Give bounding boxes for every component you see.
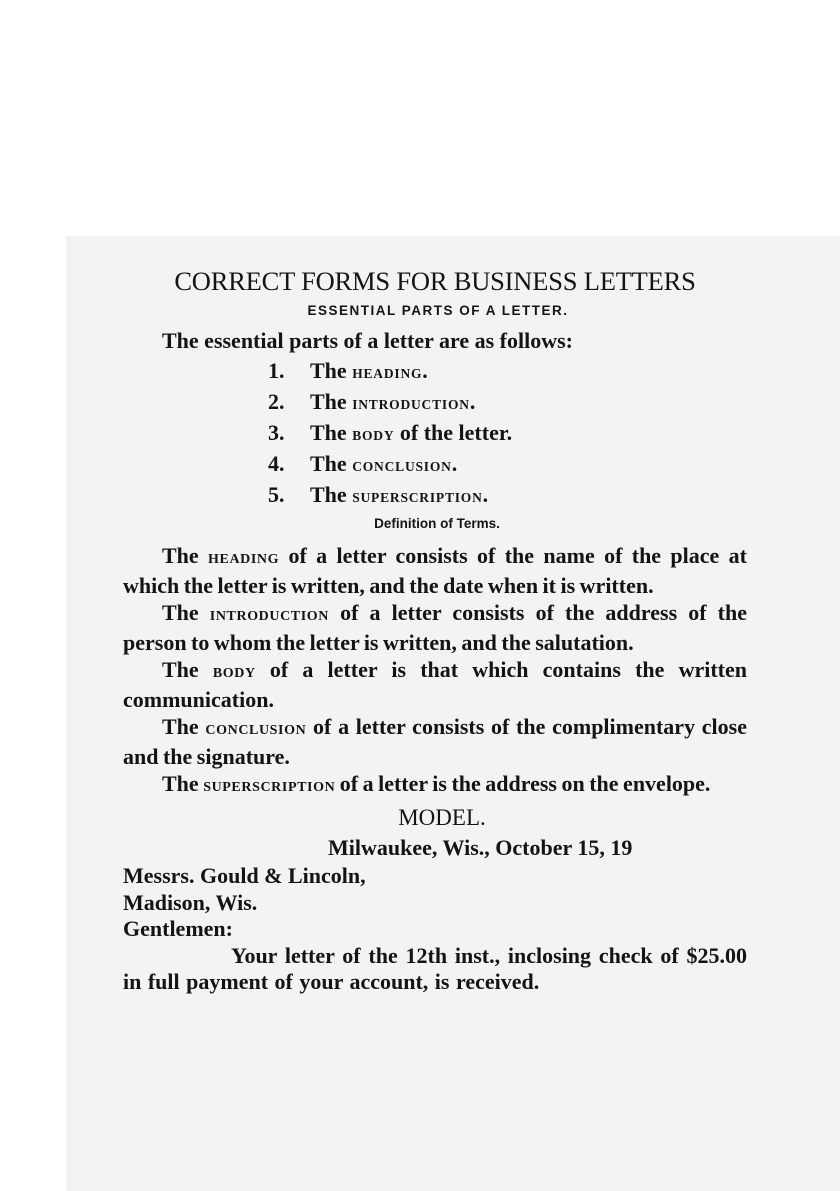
item-prefix: The bbox=[310, 357, 353, 383]
definition-prefix: The bbox=[162, 599, 210, 625]
definition-text: of a letter is the address on the envelope. bbox=[335, 770, 711, 796]
item-number: 5. bbox=[268, 481, 285, 507]
item-number: 3. bbox=[268, 419, 285, 445]
definition-paragraph bbox=[123, 543, 747, 600]
letter-date-line: Milwaukee, Wis., October 15, 19 bbox=[328, 835, 633, 860]
item-suffix: . bbox=[482, 481, 489, 507]
letter-salutation: Gentlemen: bbox=[123, 916, 233, 941]
item-prefix: The bbox=[310, 419, 353, 445]
definition-text: of a letter consists of the complimentary close and the signature. bbox=[123, 713, 747, 769]
definition-prefix: The bbox=[162, 542, 209, 568]
model-heading: MODEL. bbox=[398, 805, 486, 830]
parts-list-item bbox=[268, 355, 747, 386]
item-term: SUPERSCRIPTION bbox=[352, 489, 483, 505]
item-term: HEADING bbox=[352, 365, 423, 381]
definition-prefix: The bbox=[162, 770, 204, 796]
intro-sentence: The essential parts of a letter are as follows: bbox=[162, 328, 574, 353]
definition-term: CONCLUSION bbox=[205, 722, 307, 738]
parts-list bbox=[123, 355, 747, 510]
parts-list-item bbox=[268, 417, 747, 448]
item-suffix: of the letter. bbox=[394, 419, 513, 445]
definition-text: of a letter is that which contains the written communication. bbox=[123, 656, 747, 712]
definition-term: SUPERSCRIPTION bbox=[203, 779, 336, 795]
document-content bbox=[123, 262, 747, 996]
definition-term: BODY bbox=[212, 665, 256, 681]
definition-text: of a letter consists of the name of the place at which the letter is written, and the date when it is written. bbox=[123, 542, 747, 598]
definitions-heading: Definition of Terms. bbox=[374, 515, 500, 531]
parts-list-item bbox=[268, 479, 747, 510]
item-prefix: The bbox=[310, 450, 353, 476]
page-title: CORRECT FORMS FOR BUSINESS LETTERS bbox=[174, 266, 696, 296]
item-prefix: The bbox=[310, 388, 353, 414]
item-term: BODY bbox=[352, 427, 395, 443]
letter-address: Madison, Wis. bbox=[123, 889, 258, 915]
definition-paragraph bbox=[123, 600, 747, 657]
definition-paragraph bbox=[123, 771, 747, 802]
item-number: 1. bbox=[268, 357, 285, 383]
parts-list-item bbox=[268, 386, 747, 417]
item-term: CONCLUSION bbox=[352, 458, 452, 474]
item-number: 2. bbox=[268, 388, 285, 414]
definition-paragraph bbox=[123, 714, 747, 771]
item-number: 4. bbox=[268, 450, 285, 476]
item-prefix: The bbox=[310, 481, 353, 507]
definition-paragraph bbox=[123, 657, 747, 714]
item-suffix: . bbox=[422, 357, 428, 383]
definition-text: of a letter consists of the address of the person to whom the letter is written, and the salutation. bbox=[123, 599, 747, 655]
definition-term: INTRODUCTION bbox=[209, 608, 329, 624]
letter-body: Your letter of the 12th inst., inclosing check of $25.00 in full payment of your account, is received. bbox=[123, 942, 747, 994]
definition-term: HEADING bbox=[208, 551, 280, 567]
item-suffix: . bbox=[451, 450, 458, 476]
section-subtitle: ESSENTIAL PARTS OF A LETTER. bbox=[307, 303, 569, 318]
letter-addressee: Messrs. Gould & Lincoln, bbox=[123, 863, 366, 888]
definition-prefix: The bbox=[162, 713, 206, 739]
definition-prefix: The bbox=[162, 656, 213, 682]
item-term: INTRODUCTION bbox=[352, 396, 470, 412]
parts-list-item bbox=[268, 448, 747, 479]
item-suffix: . bbox=[469, 388, 476, 414]
